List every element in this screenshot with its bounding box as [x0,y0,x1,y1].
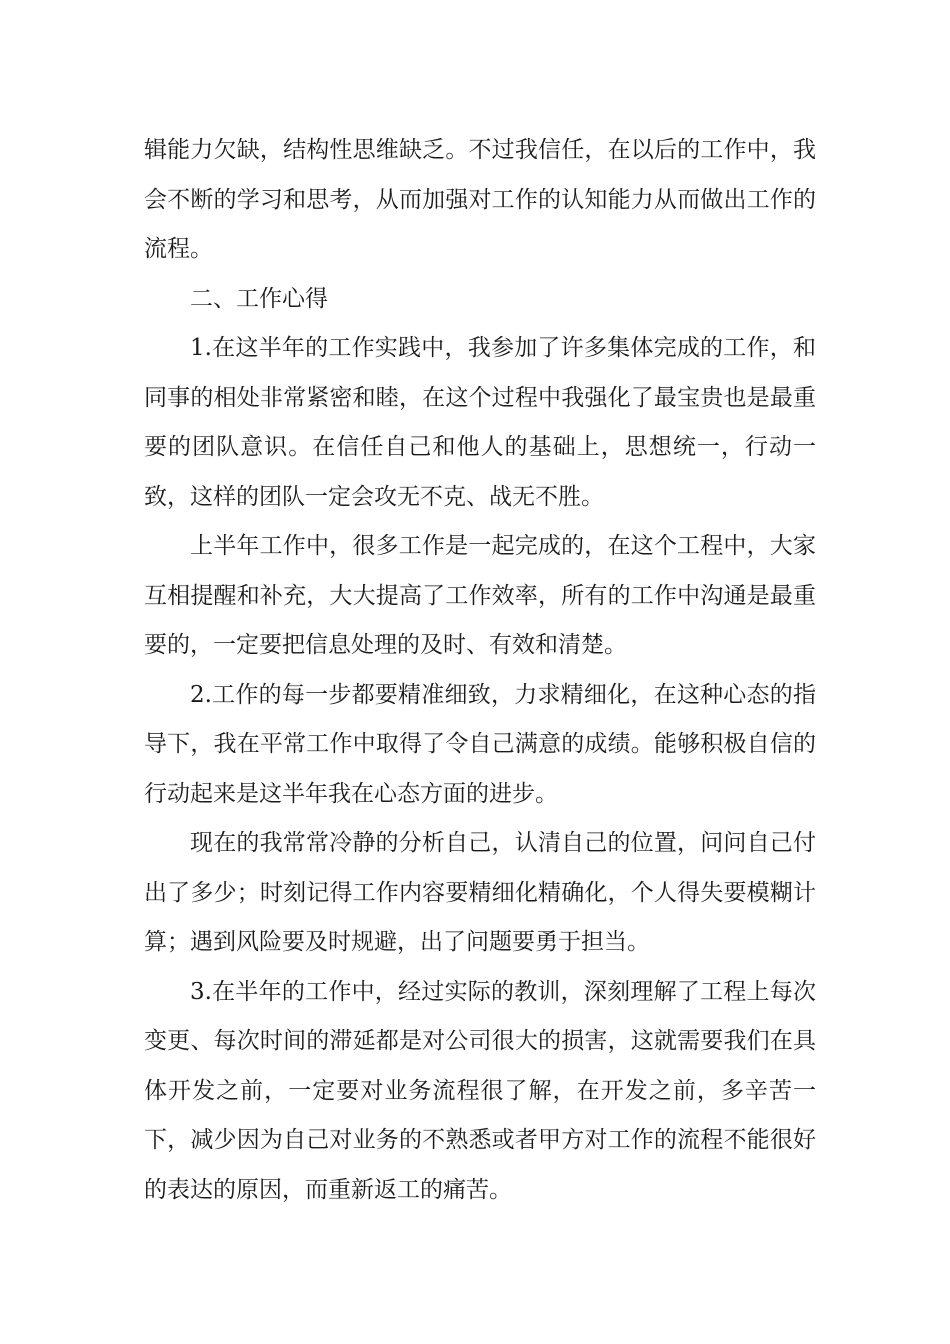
section-heading: 二、工作心得 [190,285,328,312]
paragraph-item-2: 2.工作的每一步都要精准细致，力求精细化，在这种心态的指导下，我在平常工作中取得了令自己满意的成绩。能够积极自信的行动起来是这半年我在心态方面的进步。 [144,681,816,807]
paragraph-item-1: 1.在这半年的工作实践中，我参加了许多集体完成的工作，和同事的相处非常紧密和睦，在这个过程中我强化了最宝贵也是最重要的团队意识。在信任自己和他人的基础上，思想统一，行动一致，这样的团队一定会攻无不克、战无不胜。 [144,335,816,510]
paragraph-teamwork: 上半年工作中，很多工作是一起完成的，在这个工程中，大家互相提醒和补充，大大提高了工作效率，所有的工作中沟通是最重要的，一定要把信息处理的及时、有效和清楚。 [144,533,816,658]
paragraph-self-reflection: 现在的我常常冷静的分析自己，认清自己的位置，问问自己付出了多少；时刻记得工作内容要精细化精确化，个人得失要模糊计算；遇到风险要及时规避，出了问题要勇于担当。 [144,830,816,955]
paragraph-continuation: 辑能力欠缺，结构性思维缺乏。不过我信任，在以后的工作中，我会不断的学习和思考，从而加强对工作的认知能力从而做出工作的流程。 [144,137,816,262]
document-body [144,126,816,1215]
paragraph-item-3: 3.在半年的工作中，经过实际的教训，深刻理解了工程上每次变更、每次时间的滞延都是对公司很大的损害，这就需要我们在具体开发之前，一定要对业务流程很了解，在开发之前，多辛苦一下，减少因为自己对业务的不熟悉或者甲方对工作的流程不能很好的表达的原因，而重新返工的痛苦。 [144,978,816,1203]
